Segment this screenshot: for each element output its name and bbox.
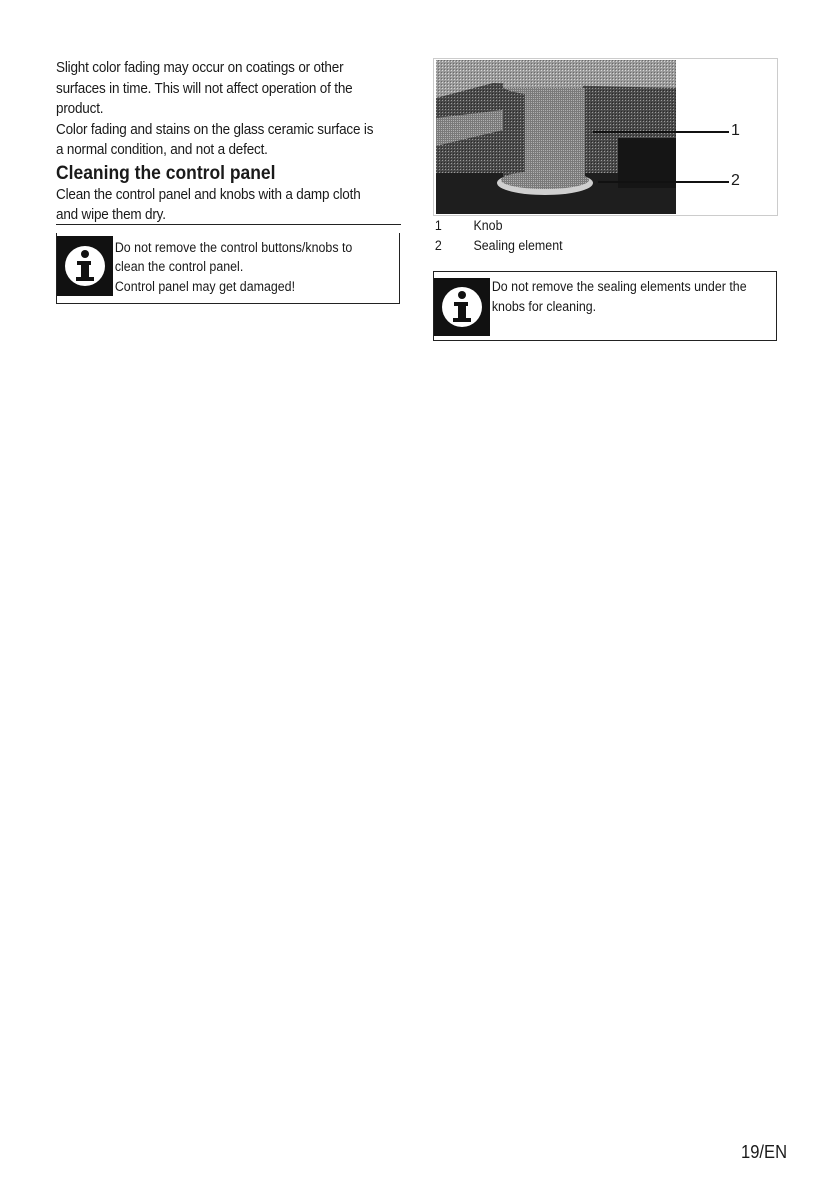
legend-label: Knob: [473, 218, 503, 233]
knob-figure: [433, 58, 778, 216]
legend-number: 1: [434, 218, 442, 233]
text-line: clean the control panel.: [114, 259, 244, 274]
legend-label: Sealing element: [473, 237, 563, 253]
page-number: 19/EN: [740, 1142, 787, 1162]
legend-number: 2: [434, 237, 442, 253]
callout-label-2: 2: [731, 172, 740, 189]
legend-item: [433, 236, 750, 256]
info-note-text: [113, 233, 376, 297]
text-line: product.: [56, 100, 104, 117]
info-note-text: [490, 272, 753, 316]
right-column: [433, 58, 778, 341]
left-column: [56, 58, 401, 304]
text-line: a normal condition, and not a defect.: [56, 141, 268, 158]
text-line: knobs for cleaning.: [491, 298, 597, 314]
knob-photo: [433, 58, 778, 216]
text-line: Clean the control panel and knobs with a damp cloth: [56, 185, 361, 203]
text-line: Control panel may get damaged!: [114, 278, 296, 294]
text-line: Do not remove the control buttons/knobs to: [114, 239, 353, 255]
text-line: and wipe them dry.: [56, 206, 166, 223]
text-line: Color fading and stains on the glass ceramic surface is: [56, 120, 374, 138]
section-heading: Cleaning the control panel: [56, 162, 276, 184]
text-line: surfaces in time. This will not affect operation of the: [56, 79, 353, 97]
info-note-box: [433, 271, 777, 341]
legend-item: [433, 216, 750, 236]
info-icon: [57, 236, 113, 296]
figure-legend: [433, 216, 778, 255]
color-fading-paragraph: [56, 58, 398, 161]
text-line: Slight color fading may occur on coatings or other: [56, 59, 344, 76]
callout-label-1: 1: [731, 122, 740, 139]
text-line: Do not remove the sealing elements under the: [491, 279, 747, 294]
info-note-box: [56, 233, 400, 304]
cleaning-paragraph: [56, 185, 398, 226]
info-icon: [434, 278, 490, 336]
